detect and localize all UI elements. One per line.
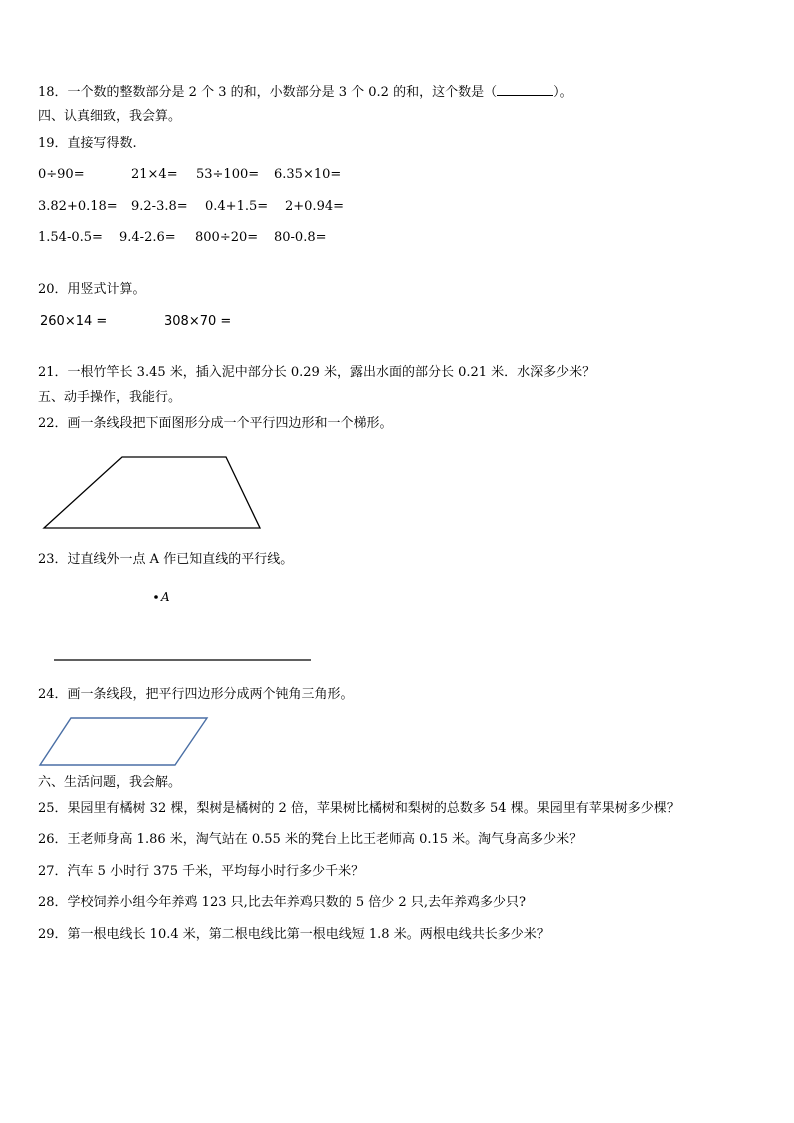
section-5-heading: 五、动手操作，我能行。 <box>38 390 182 405</box>
question-21: 21．一根竹竿长 3.45 米，插入泥中部分长 0.29 米，露出水面的部分长 0.21 米．水深多少米？ <box>38 365 596 380</box>
calc-item: 1.54-0.5= <box>38 230 103 245</box>
calc-item: 3.82+0.18= <box>38 199 118 214</box>
calc-item: 2+0.94= <box>285 199 345 214</box>
calc-item: 6.35×10= <box>274 167 342 182</box>
calc-item: 800÷20= <box>195 230 259 245</box>
question-28: 28．学校饲养小组今年养鸡 123 只,比去年养鸡只数的 5 倍少 2 只,去年养鸡多少只? <box>38 895 526 910</box>
calc-item: 0÷90= <box>38 167 85 182</box>
calc-item: 9.4-2.6= <box>119 230 176 245</box>
parallelogram-shape <box>40 718 207 765</box>
question-27: 27．汽车 5 小时行 375 千米，平均每小时行多少千米？ <box>38 864 365 879</box>
question-29: 29．第一根电线长 10.4 米，第二根电线比第一根电线短 1.8 米。两根电线共长多少米？ <box>38 927 550 942</box>
section-4-heading: 四、认真细致，我会算。 <box>38 109 182 124</box>
calc-item: 80-0.8= <box>274 230 327 245</box>
vertical-calc-1: 260×14 = <box>40 314 108 329</box>
question-23: 23．过直线外一点 A 作已知直线的平行线。 <box>38 552 294 567</box>
calc-item: 9.2-3.8= <box>131 199 188 214</box>
calc-item: 0.4+1.5= <box>205 199 269 214</box>
vertical-calc-2: 308×70 = <box>164 314 232 329</box>
question-26: 26．王老师身高 1.86 米，淘气站在 0.55 米的凳台上比王老师高 0.15 米。淘气身高多少米？ <box>38 832 583 847</box>
question-24: 24．画一条线段，把平行四边形分成两个钝角三角形。 <box>38 687 354 702</box>
section-6-heading: 六、生活问题，我会解。 <box>38 775 182 790</box>
q18-text-end: ）。 <box>553 85 573 100</box>
point-a-label: A <box>161 590 170 604</box>
question-25: 25．果园里有橘树 32 棵，梨树是橘树的 2 倍，苹果树比橘树和梨树的总数多 54 棵。果园里有苹果树多少棵？ <box>38 801 680 816</box>
question-19-title: 19．直接写得数. <box>38 136 137 151</box>
q18-text: 18．一个数的整数部分是 2 个 3 的和，小数部分是 3 个 0.2 的和，这个数是（ <box>38 85 498 100</box>
calc-item: 21×4= <box>131 167 178 182</box>
question-22: 22．画一条线段把下面图形分成一个平行四边形和一个梯形。 <box>38 416 393 431</box>
question-20-title: 20．用竖式计算。 <box>38 282 146 297</box>
calc-item: 53÷100= <box>196 167 260 182</box>
